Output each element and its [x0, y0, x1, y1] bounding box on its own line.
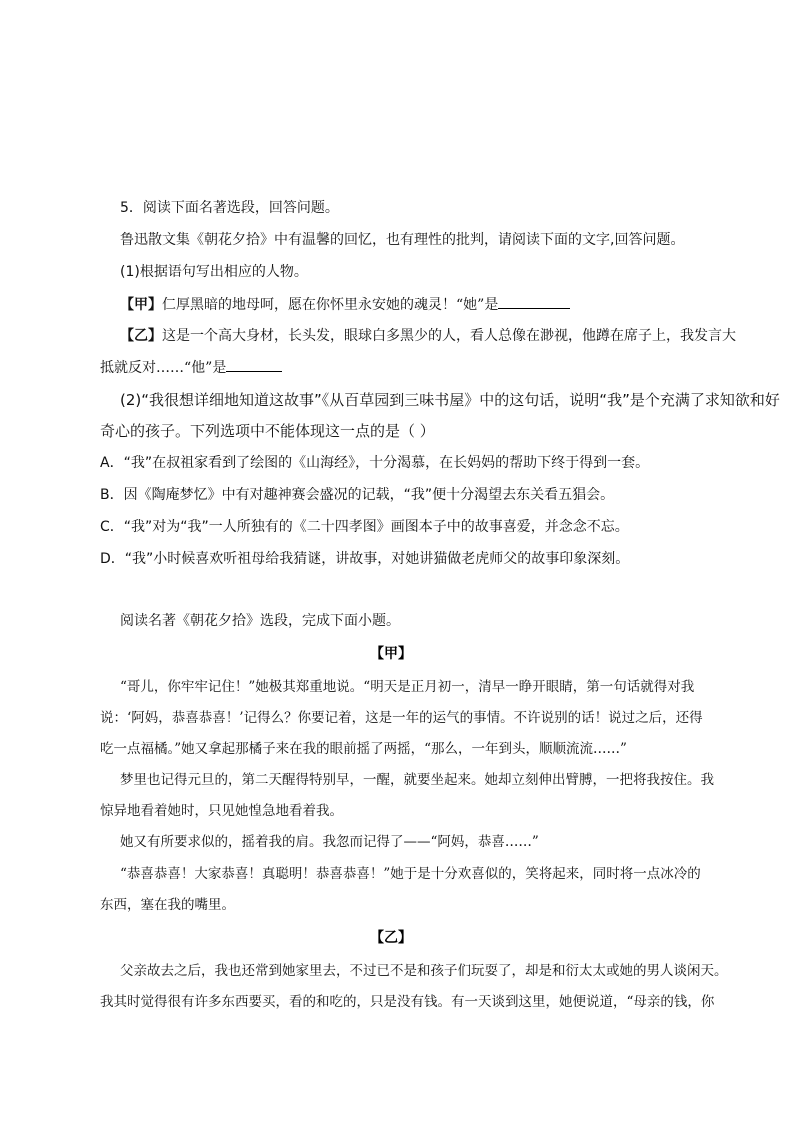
sub-question-2-line-1: (2)“我很想详细地知道这故事”《从百草园到三味书屋》中的这句话，说明“我”是个充满了求知欲和好 [120, 391, 780, 409]
jia-heading: 【甲】 [370, 646, 412, 662]
option-c[interactable]: C．“我”对为“我”一人所独有的《二十四孝图》画图本子中的故事喜爱，并念念不忘。 [100, 519, 629, 535]
jia-para-line: 东西，塞在我的嘴里。 [100, 897, 235, 913]
jia-para-line: 说：‘阿妈，恭喜恭喜！’记得么？你要记着，这是一年的运气的事情。不许说别的话！说过之后，还得 [100, 710, 703, 726]
yi-label: 【乙】 [120, 328, 162, 344]
yi-quote-text-2: 抵就反对……“他”是 [100, 360, 227, 376]
yi-quote-line-2 [100, 357, 282, 378]
sub-question-2-line-2: 奇心的孩子。下列选项中不能体现这一点的是（ ） [100, 422, 435, 440]
option-b[interactable]: B．因《陶庵梦忆》中有对趣神赛会盛况的记载，“我”便十分渴望去东关看五猖会。 [100, 487, 615, 503]
yi-quote-line-1 [120, 326, 736, 346]
jia-quote-text: 仁厚黑暗的地母呵，愿在你怀里永安她的魂灵！“她”是 [162, 297, 499, 313]
yi-heading: 【乙】 [370, 930, 412, 946]
yi-para-line: 我其时觉得很有许多东西要买，看的和吃的，只是没有钱。有一天谈到这里，她便说道，“母亲的钱，你 [100, 994, 715, 1010]
jia-quote-line [120, 294, 570, 315]
sub-question-1: (1)根据语句写出相应的人物。 [120, 264, 308, 280]
answer-blank-yi[interactable] [226, 357, 282, 372]
question-5-title: 5．阅读下面名著选段，回答问题。 [120, 200, 339, 216]
jia-para-line: 她又有所要求似的，摇着我的肩。我忽而记得了——“阿妈，恭喜……” [120, 834, 539, 850]
answer-blank-jia[interactable] [498, 294, 570, 309]
jia-para-line: “哥儿，你牢牢记住！”她极其郑重地说。“明天是正月初一，清早一睁开眼睛，第一句话就得对我 [120, 679, 695, 695]
yi-quote-text-1: 这是一个高大身材，长头发，眼球白多黑少的人，看人总像在渺视，他蹲在席子上，我发言大 [162, 328, 736, 344]
yi-para-line: 父亲故去之后，我也还常到她家里去，不过已不是和孩子们玩耍了，却是和衍太太或她的男人谈闲天。 [120, 963, 728, 979]
reading-intro: 阅读名著《朝花夕拾》选段，完成下面小题。 [120, 613, 400, 629]
jia-para-line: 吃一点福橘。”她又拿起那橘子来在我的眼前摇了两摇，“那么，一年到头，顺顺流流……” [100, 741, 627, 757]
option-a[interactable]: A．“我”在叔祖家看到了绘图的《山海经》，十分渴慕，在长妈妈的帮助下终于得到一套。 [100, 455, 650, 471]
jia-para-line: 梦里也记得元旦的，第二天醒得特别早，一醒，就要坐起来。她却立刻伸出臂膊，一把将我按住。我 [120, 772, 714, 788]
question-5-intro: 鲁迅散文集《朝花夕拾》中有温馨的回忆，也有理性的批判，请阅读下面的文字,回答问题。 [120, 232, 685, 248]
jia-para-line: “恭喜恭喜！大家恭喜！真聪明！恭喜恭喜！”她于是十分欢喜似的，笑将起来，同时将一点冰冷的 [120, 866, 701, 882]
jia-label: 【甲】 [120, 297, 162, 313]
option-d[interactable]: D．“我”小时候喜欢听祖母给我猜谜，讲故事，对她讲猫做老虎师父的故事印象深刻。 [100, 551, 630, 567]
jia-para-line: 惊异地看着她时，只见她惶急地看着我。 [100, 803, 343, 819]
